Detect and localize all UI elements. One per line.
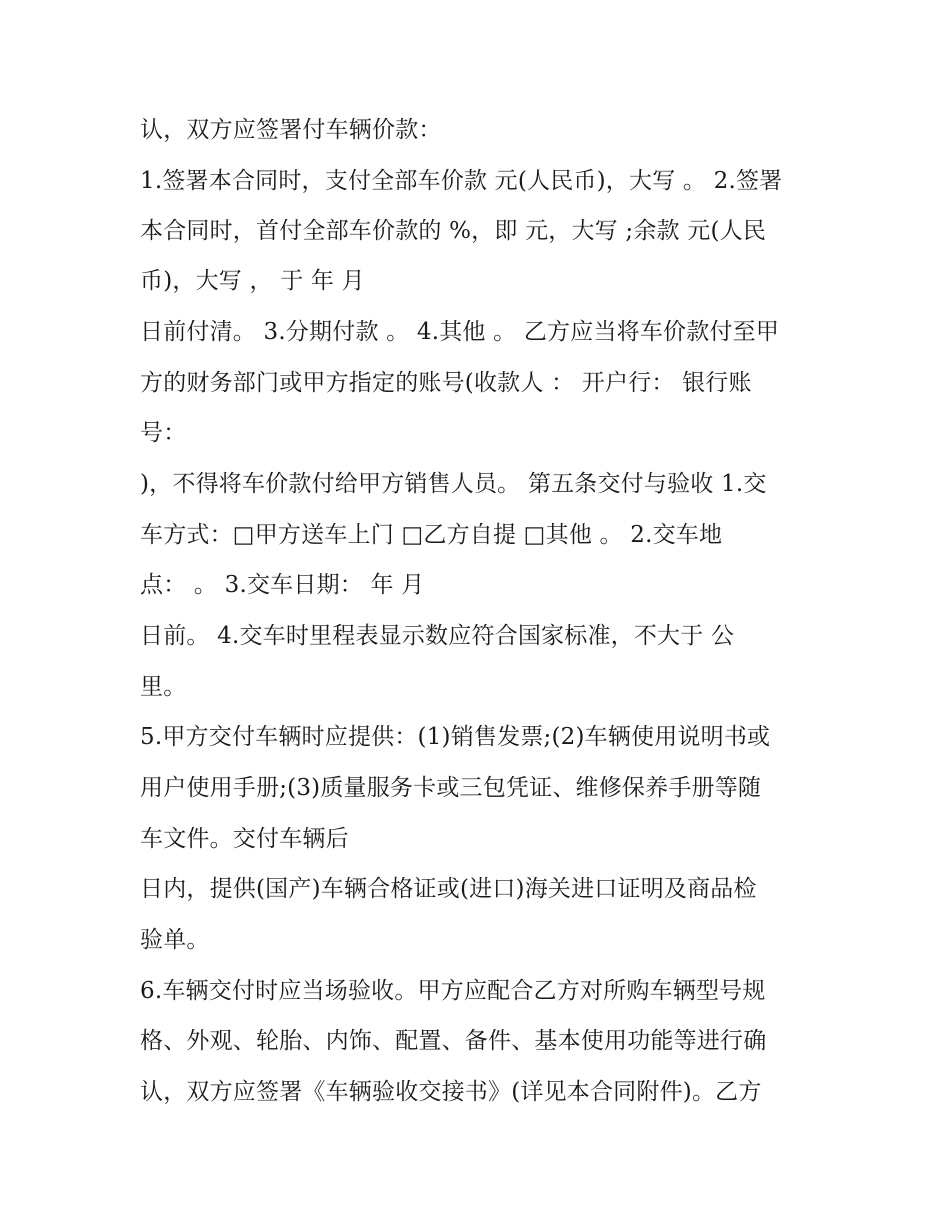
text-line: 日前付清。 3.分期付款 。 4.其他 。 乙方应当将车价款付至甲 [140,319,780,345]
text-line: 日前。 4.交车时里程表显示数应符合国家标准，不大于 公 [140,623,735,649]
text-line: 用户使用手册;(3)质量服务卡或三包凭证、维修保养手册等随 [140,775,762,801]
text-line: 认，双方应签署付车辆价款： [140,117,442,143]
text-line: 验单。 [140,927,210,953]
text-line: 里。 [140,674,187,700]
text-line: 6.车辆交付时应当场验收。甲方应配合乙方对所购车辆型号规 [140,978,766,1004]
text-line: 车文件。交付车辆后 [140,826,349,852]
text-line: 日内，提供(国产)车辆合格证或(进口)海关进口证明及商品检 [140,876,757,902]
text-line: 格、外观、轮胎、内饰、配置、备件、基本使用功能等进行确 [140,1028,767,1054]
text-line: 方的财务部门或甲方指定的账号(收款人 ： 开户行： 银行账 [140,370,752,396]
text-line: )，不得将车价款付给甲方销售人员。 第五条交付与验收 1.交 [140,471,767,497]
text-line: 1.签署本合同时，支付全部车价款 元(人民币)，大写 。 2.签署 [140,168,783,194]
text-line: 本合同时，首付全部车价款的 %，即 元，大写 ;余款 元(人民 [140,218,767,244]
text-line: 车方式：□甲方送车上门 □乙方自提 □其他 。 2.交车地 [140,522,723,548]
text-line: 币)，大写 ， 于 年 月 [140,268,365,294]
text-line: 号： [140,420,187,446]
text-line: 5.甲方交付车辆时应提供：(1)销售发票;(2)车辆使用说明书或 [140,724,771,750]
text-line: 认，双方应签署《车辆验收交接书》(详见本合同附件)。乙方 [140,1079,762,1105]
text-line: 点： 。 3.交车日期： 年 月 [140,572,425,598]
